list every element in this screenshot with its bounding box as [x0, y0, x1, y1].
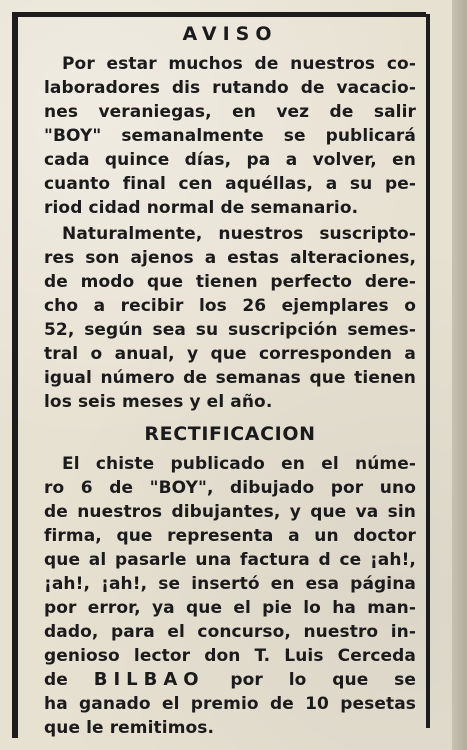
- text-line: laboradores dis rutando de vacacio-: [44, 78, 416, 98]
- rectificacion-paragraph: [44, 452, 416, 740]
- aviso-heading: AVISO: [182, 23, 278, 45]
- text-line: nes veraniegas, en vez de salir: [44, 102, 416, 122]
- text-line: ¡ah!, ¡ah!, se insertó en esa página: [44, 574, 416, 594]
- aviso-paragraph-1: [44, 52, 416, 220]
- text-line: Por estar muchos de nuestros co-: [62, 54, 416, 74]
- text-line: firma, que representa a un doctor: [44, 526, 416, 546]
- bilbao-prefix: de: [44, 670, 68, 690]
- text-line: cada quince días, pa a volver, en: [44, 150, 416, 170]
- text-line: ha ganado el premio de 10 pesetas: [44, 694, 416, 714]
- top-border-rule: [16, 12, 426, 17]
- text-line: igual número de semanas que tienen: [44, 368, 416, 388]
- text-line: cho a recibir los 26 ejemplares o: [44, 296, 416, 316]
- text-line: por error, ya que el pie lo ha man-: [44, 598, 416, 618]
- text-line: dado, para el concurso, nuestro in-: [44, 622, 416, 642]
- text-line: El chiste publicado en el núme-: [62, 454, 416, 474]
- text-line: cuanto final cen aquéllas, a su pe-: [44, 174, 416, 194]
- rectificacion-heading: RECTIFICACION: [144, 423, 316, 445]
- text-line: 52, según sea su suscripción semes-: [44, 320, 416, 340]
- text-line: riod cidad normal de semanario.: [44, 198, 359, 218]
- text-line: ro 6 de "BOY", dibujado por uno: [44, 478, 416, 498]
- text-line: los seis meses y el año.: [44, 392, 273, 412]
- text-line: Naturalmente, nuestros suscripto-: [62, 224, 416, 244]
- bilbao-word: BILBAO: [93, 669, 205, 690]
- paper-edge: [452, 0, 467, 750]
- bilbao-rest: por lo que se: [230, 670, 416, 690]
- text-line: de modo que tienen perfecto dere-: [44, 272, 416, 292]
- text-line: res son ajenos a estas alteraciones,: [44, 248, 416, 268]
- right-border-rule: [426, 14, 430, 728]
- bilbao-line: [44, 668, 416, 692]
- text-line: que le remitimos.: [44, 718, 215, 738]
- aviso-paragraph-2: [44, 222, 416, 414]
- text-line: tral o anual, y que corresponden a: [44, 344, 416, 364]
- text-line: que al pasarle una factura d ce ¡ah!,: [44, 550, 416, 570]
- text-line: genioso lector don T. Luis Cerceda: [44, 646, 416, 666]
- notice-content: [44, 22, 416, 740]
- text-line: "BOY" semanalmente se publicará: [44, 126, 416, 146]
- text-line: de nuestros dibujantes, y que va sin: [44, 502, 416, 522]
- left-border-rule: [12, 12, 18, 738]
